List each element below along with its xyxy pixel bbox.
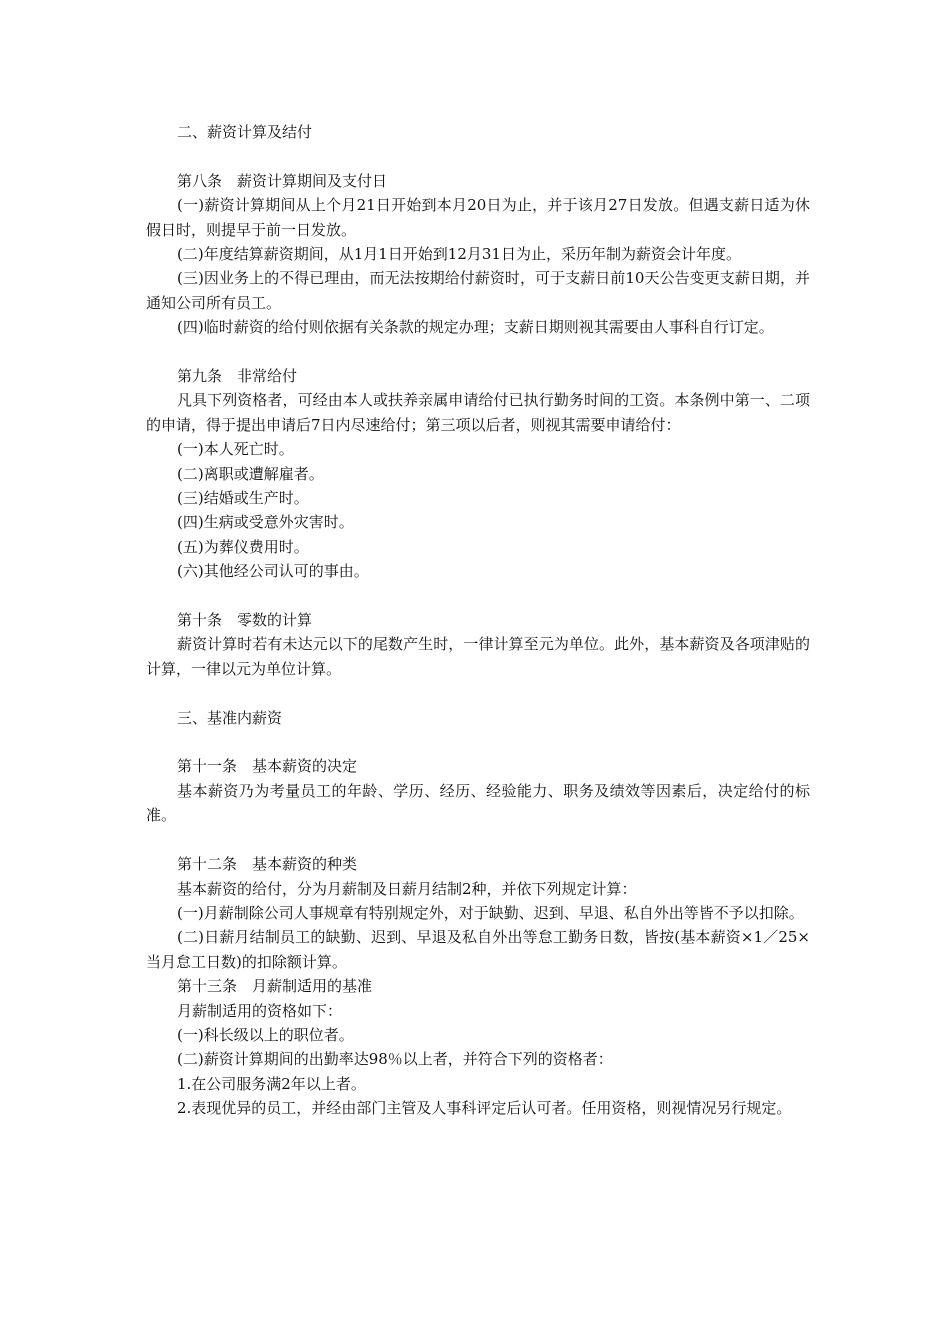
article-9-item-4: (四)生病或受意外灾害时。 bbox=[177, 513, 354, 532]
article-13-sub-1: 1.在公司服务满2年以上者。 bbox=[177, 1074, 366, 1093]
article-9-item-2: (二)离职或遭解雇者。 bbox=[177, 464, 324, 483]
article-8-title: 第八条 薪资计算期间及支付日 bbox=[177, 171, 388, 190]
blank-line bbox=[146, 828, 810, 852]
blank-line bbox=[146, 340, 810, 364]
article-13-item-1: (一)科长级以上的职位者。 bbox=[177, 1025, 354, 1044]
article-10-title: 第十条 零数的计算 bbox=[177, 611, 313, 630]
article-12-item-1: (一)月薪制除公司人事规章有特别规定外，对于缺勤、迟到、早退、私自外出等皆不予以扣除。 bbox=[177, 903, 804, 922]
article-8-item-4: (四)临时薪资的给付则依据有关条款的规定办理；支薪日期则视其需要由人事科自行订定。 bbox=[177, 318, 774, 337]
article-9-item-3: (三)结婚或生产时。 bbox=[177, 489, 309, 508]
blank-line bbox=[146, 681, 810, 705]
article-11-body: 基本薪资乃为考量员工的年龄、学历、经历、经验能力、职务及绩效等因素后，决定给付的标准。 bbox=[146, 781, 810, 825]
article-9-item-6: (六)其他经公司认可的事由。 bbox=[177, 562, 369, 581]
article-12-item-2: (二)日薪月结制员工的缺勤、迟到、早退及私自外出等怠工勤务日数，皆按(基本薪资×1／25×当月怠工日数)的扣除额计算。 bbox=[146, 928, 810, 971]
article-13-item-2: (二)薪资计算期间的出勤率达98％以上者，并符合下列的资格者： bbox=[177, 1050, 613, 1069]
article-9-body: 凡具下列资格者，可经由本人或扶养亲属申请给付已执行勤务时间的工资。本条例中第一、二项的申请，得于提出申请后7日内尽速给付；第三项以后者，则视其需要申请给付： bbox=[146, 391, 810, 434]
article-8-item-3: (三)因业务上的不得已理由，而无法按期给付薪资时，可于支薪日前10天公告变更支薪日期，并通知公司所有员工。 bbox=[146, 269, 810, 312]
article-9-item-5: (五)为葬仪费用时。 bbox=[177, 537, 309, 556]
article-8-item-2: (二)年度结算薪资期间，从1月1日开始到12月31日为止，采历年制为薪资会计年度。 bbox=[177, 245, 741, 264]
article-11-title: 第十一条 基本薪资的决定 bbox=[177, 757, 358, 776]
section-heading-2: 二、薪资计算及结付 bbox=[177, 123, 313, 141]
article-13-sub-2: 2.表现优异的员工，并经由部门主管及人事科评定后认可者。任用资格，则视情况另行规定。 bbox=[177, 1099, 792, 1118]
section-heading-3: 三、基准内薪资 bbox=[177, 708, 283, 727]
article-9-item-1: (一)本人死亡时。 bbox=[177, 440, 294, 459]
article-13-body: 月薪制适用的资格如下： bbox=[177, 1001, 343, 1020]
blank-line bbox=[146, 144, 810, 168]
blank-line bbox=[146, 730, 810, 754]
article-12-title: 第十二条 基本薪资的种类 bbox=[177, 855, 358, 874]
article-10-body: 薪资计算时若有未达元以下的尾数产生时，一律计算至元为单位。此外，基本薪资及各项津贴的计算，一律以元为单位计算。 bbox=[146, 635, 810, 678]
article-12-body: 基本薪资的给付，分为月薪制及日薪月结制2种，并依下列规定计算： bbox=[177, 879, 637, 898]
article-8-item-1: (一)薪资计算期间从上个月21日开始到本月20日为止，并于该月27日发放。但遇支薪日适为休假日时，则提早于前一日发放。 bbox=[146, 196, 810, 239]
document-body bbox=[146, 120, 810, 1121]
article-9-title: 第九条 非常给付 bbox=[177, 367, 298, 386]
blank-line bbox=[146, 584, 810, 608]
article-13-title: 第十三条 月薪制适用的基准 bbox=[177, 977, 373, 996]
